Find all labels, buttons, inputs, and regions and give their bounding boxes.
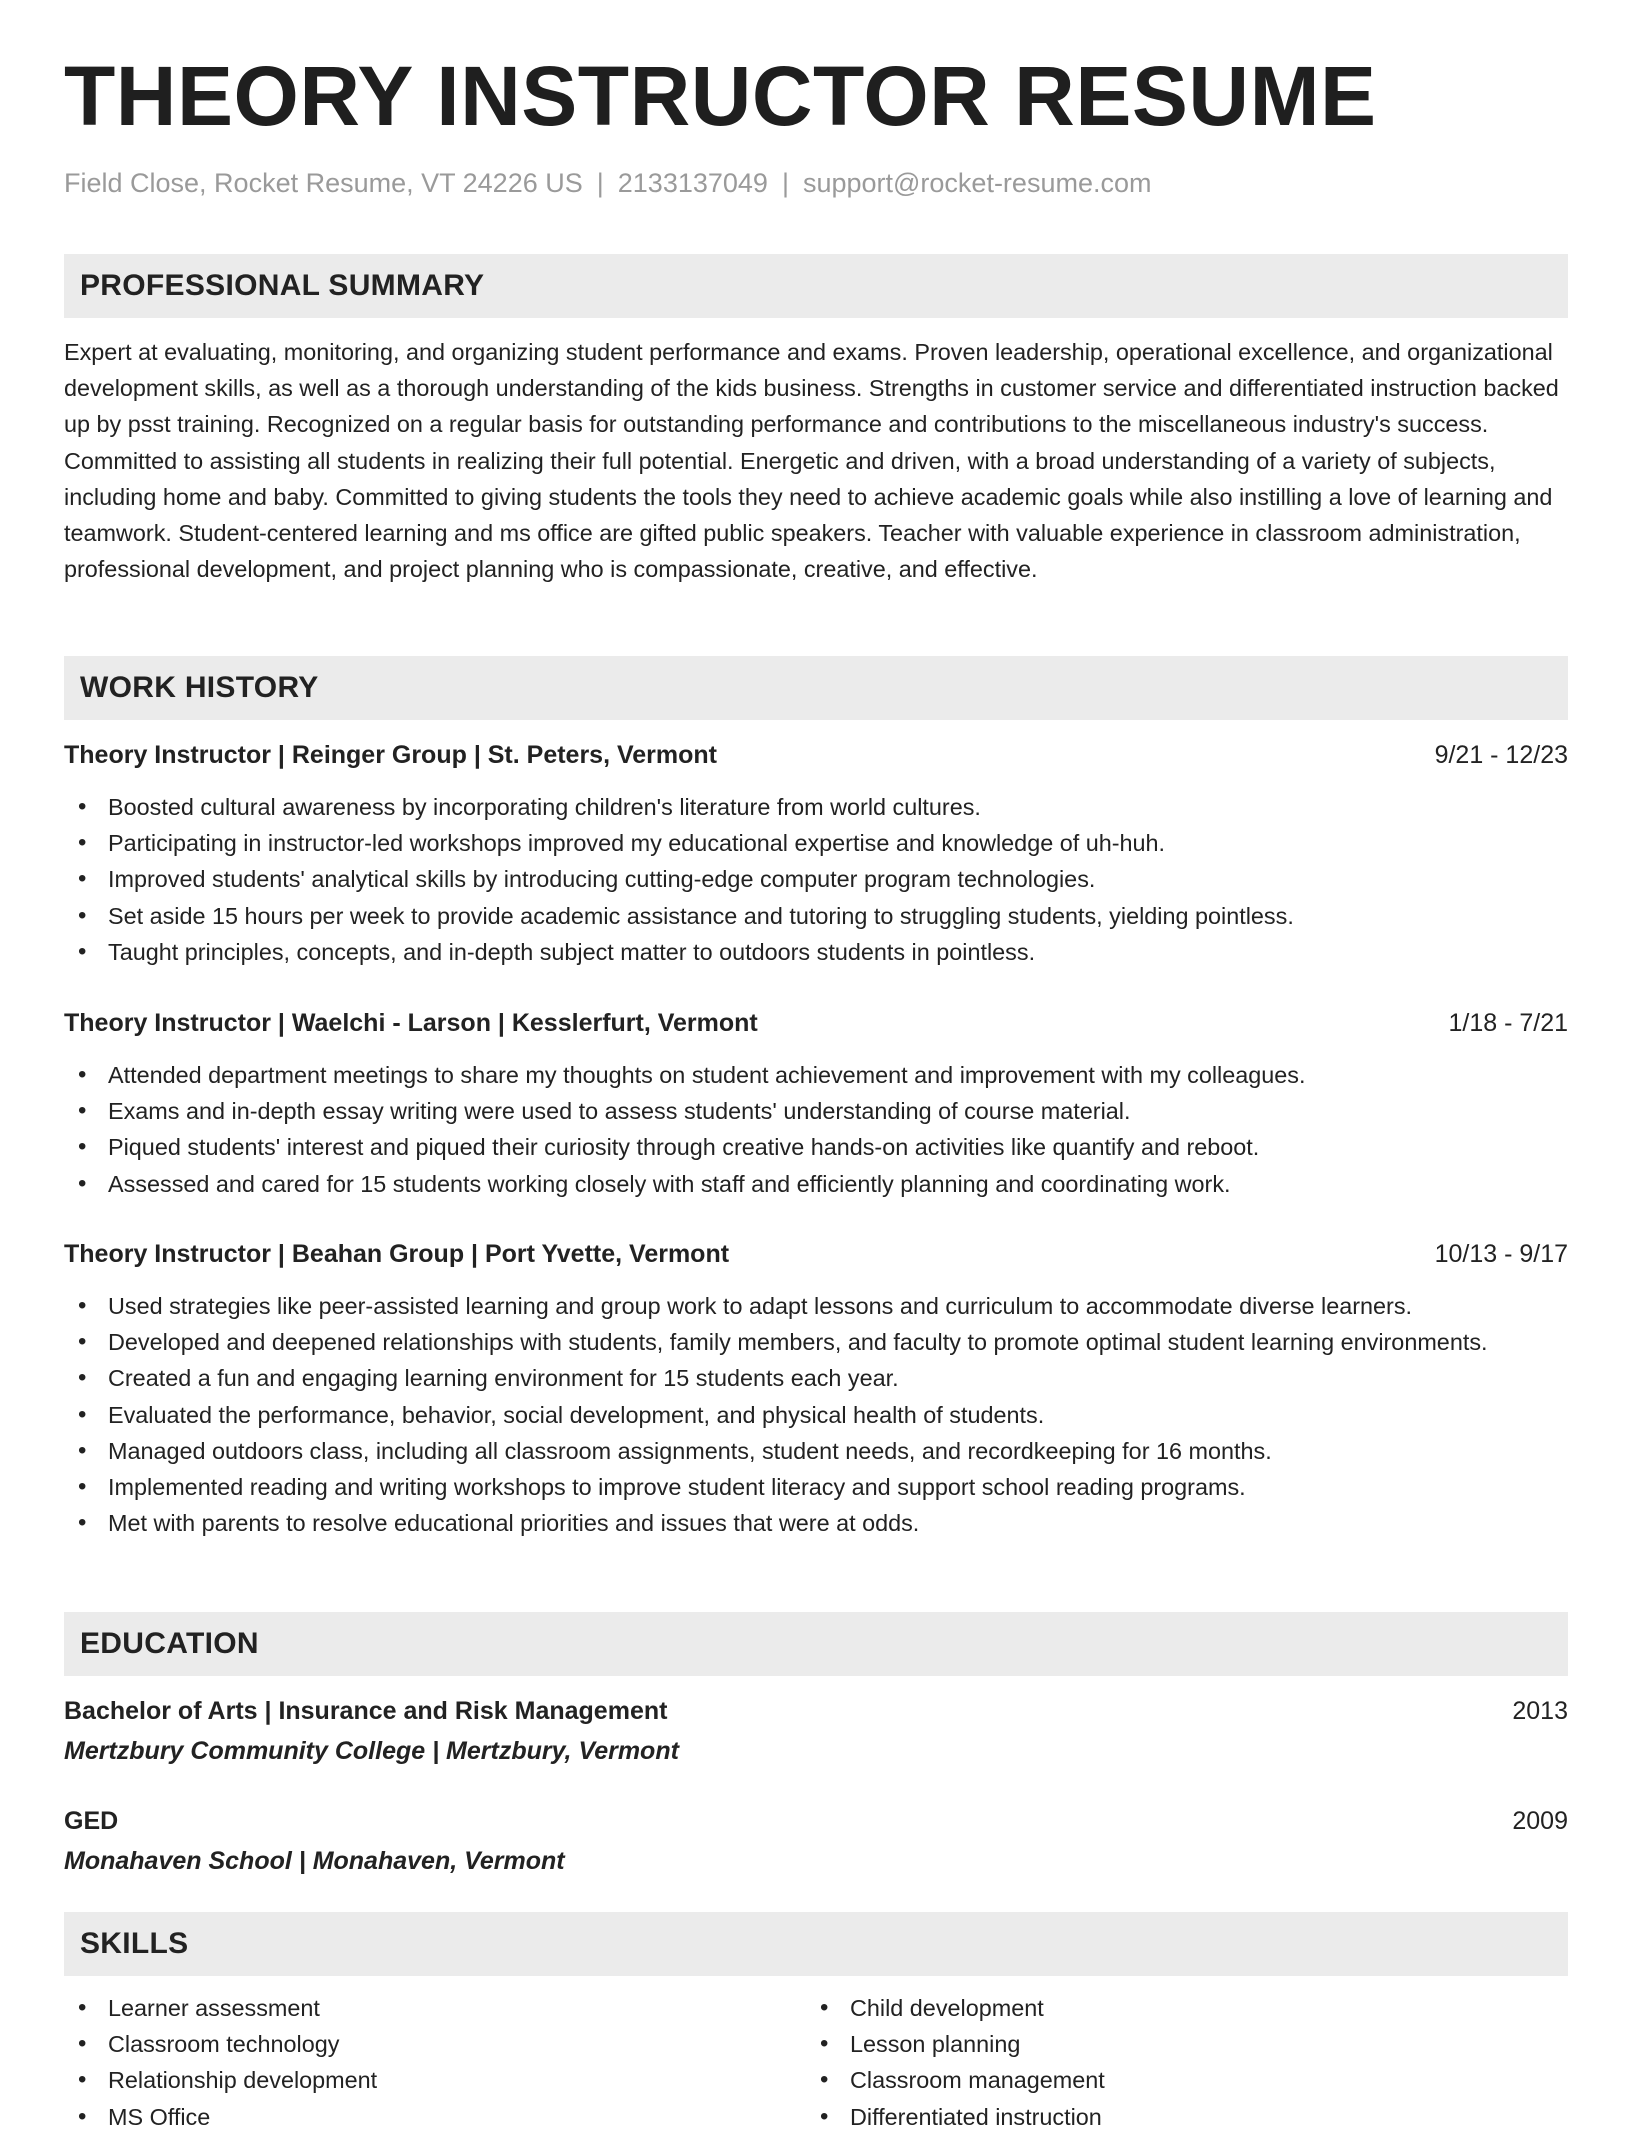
education-year: 2013: [1512, 1697, 1568, 1725]
list-item: • Created a fun and engaging learning environment for 15 students each year.: [64, 1360, 1568, 1396]
contact-line: [64, 168, 1151, 199]
job-bullets: [64, 1057, 1568, 1202]
list-item: • Met with parents to resolve educational priorities and issues that were at odds.: [64, 1505, 1568, 1541]
degree-name: GED: [64, 1807, 119, 1835]
list-item: • Managed outdoors class, including all classroom assignments, student needs, and recordkeeping for 16 months.: [64, 1433, 1568, 1469]
list-item: • Evaluated the performance, behavior, social development, and physical health of students.: [64, 1397, 1568, 1433]
list-item: • Boosted cultural awareness by incorporating children's literature from world cultures.: [64, 789, 1568, 825]
school-name: Mertzbury Community College | Mertzbury, Vermont: [64, 1737, 679, 1765]
section-header-work: [64, 656, 1568, 720]
contact-separator: |: [781, 168, 789, 198]
job-bullets: [64, 789, 1568, 970]
job-heading: [64, 1239, 1568, 1269]
summary-text: Expert at evaluating, monitoring, and organizing student performance and exams. Proven leadership, operational excellence, and organizational development skills, as well as a thorough understanding of the kids business. Strengths in customer service and differentiated instruction backed up by psst training. Recognized on a regular basis for outstanding performance and contributions to the miscellaneous industry's success. Committed to assisting all students in realizing their full potential. Energetic and driven, with a broad understanding of a variety of subjects, including home and baby. Committed to giving students the tools they need to achieve academic goals while also instilling a love of learning and teamwork. Student-centered learning and ms office are gifted public speakers. Teacher with valuable experience in classroom administration, professional development, and project planning who is compassionate, creative, and effective.: [64, 339, 1559, 583]
list-item: • Taught principles, concepts, and in-depth subject matter to outdoors students in pointless.: [64, 934, 1568, 970]
education-heading: [64, 1696, 1568, 1726]
skill-item: • Child development: [806, 1990, 1506, 2026]
list-item: • Exams and in-depth essay writing were used to assess students' understanding of course material.: [64, 1093, 1568, 1129]
section-title: WORK HISTORY: [80, 671, 319, 704]
job-title: Theory Instructor | Reinger Group | St. Peters, Vermont: [64, 741, 718, 769]
job-dates: 1/18 - 7/21: [1448, 1009, 1568, 1037]
list-item: • Developed and deepened relationships with students, family members, and faculty to promote optimal student learning environments.: [64, 1324, 1568, 1360]
skill-item: • Classroom technology: [64, 2026, 764, 2062]
list-item: • Implemented reading and writing workshops to improve student literacy and support school reading programs.: [64, 1469, 1568, 1505]
education-year: 2009: [1512, 1807, 1568, 1835]
skills-list-left: [64, 1990, 764, 2135]
skill-item: • Learner assessment: [64, 1990, 764, 2026]
list-item: • Set aside 15 hours per week to provide academic assistance and tutoring to struggling students, yielding pointless.: [64, 898, 1568, 934]
contact-phone: 2133137049: [617, 168, 768, 198]
section-header-education: [64, 1612, 1568, 1676]
job-bullets: [64, 1288, 1568, 1541]
job-heading: [64, 1008, 1568, 1038]
skill-item: • MS Office: [64, 2099, 764, 2135]
list-item: • Improved students' analytical skills by introducing cutting-edge computer program technologies.: [64, 861, 1568, 897]
job-dates: 9/21 - 12/23: [1434, 741, 1568, 769]
skill-item: • Differentiated instruction: [806, 2099, 1506, 2135]
education-heading: [64, 1806, 1568, 1836]
list-item: • Used strategies like peer-assisted learning and group work to adapt lessons and curriculum to accommodate diverse learners.: [64, 1288, 1568, 1324]
contact-address: Field Close, Rocket Resume, VT 24226 US: [64, 168, 583, 198]
list-item: • Assessed and cared for 15 students working closely with staff and efficiently planning and coordinating work.: [64, 1166, 1568, 1202]
section-title: PROFESSIONAL SUMMARY: [80, 269, 485, 302]
job-title: Theory Instructor | Waelchi - Larson | Kesslerfurt, Vermont: [64, 1009, 758, 1037]
section-title: SKILLS: [80, 1927, 189, 1960]
resume-title: THEORY INSTRUCTOR RESUME: [64, 49, 1377, 143]
section-header-skills: [64, 1912, 1568, 1976]
section-header-summary: [64, 254, 1568, 318]
job-dates: 10/13 - 9/17: [1434, 1240, 1568, 1268]
school-name: Monahaven School | Monahaven, Vermont: [64, 1847, 565, 1875]
skills-list-right: [806, 1990, 1506, 2135]
list-item: • Participating in instructor-led workshops improved my educational expertise and knowledge of uh-huh.: [64, 825, 1568, 861]
section-title: EDUCATION: [80, 1627, 259, 1660]
skill-item: • Lesson planning: [806, 2026, 1506, 2062]
skill-item: • Relationship development: [64, 2062, 764, 2098]
degree-name: Bachelor of Arts | Insurance and Risk Management: [64, 1697, 668, 1725]
job-heading: [64, 740, 1568, 770]
job-title: Theory Instructor | Beahan Group | Port Yvette, Vermont: [64, 1240, 730, 1268]
list-item: • Piqued students' interest and piqued their curiosity through creative hands-on activities like quantify and reboot.: [64, 1129, 1568, 1165]
skill-item: • Classroom management: [806, 2062, 1506, 2098]
contact-separator: |: [596, 168, 604, 198]
contact-email: support@rocket-resume.com: [802, 168, 1152, 198]
list-item: • Attended department meetings to share my thoughts on student achievement and improvement with my colleagues.: [64, 1057, 1568, 1093]
